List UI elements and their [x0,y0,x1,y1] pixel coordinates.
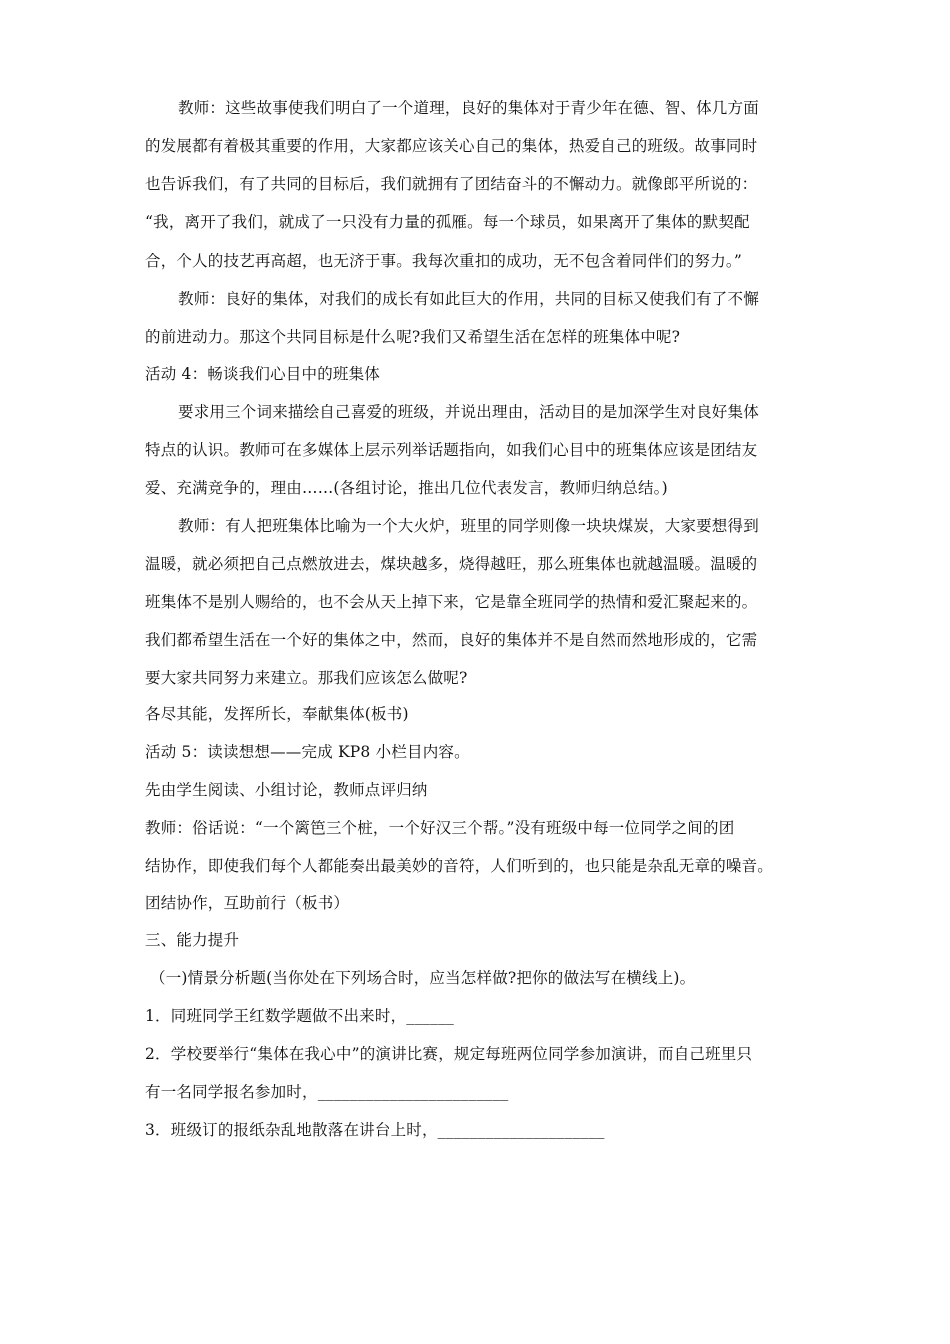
question-item: 有一名同学报名参加时，________________________ [145,1083,509,1101]
paragraph-line: 结协作，即使我们每个人都能奏出最美妙的音符，人们听到的，也只能是杂乱无章的噪音。 [145,857,774,875]
paragraph-line: “我，离开了我们，就成了一只没有力量的孤雁。每一个球员，如果离开了集体的默契配 [145,213,750,231]
question-item: 2．学校要举行“集体在我心中”的演讲比赛，规定每班两位同学参加演讲，而自己班里只 [145,1045,753,1063]
activity-heading: 活动 4：畅谈我们心目中的班集体 [145,365,380,383]
paragraph-line: 教师：这些故事使我们明白了一个道理，良好的集体对于青少年在德、智、体几方面 [178,99,759,117]
paragraph-line: 教师：有人把班集体比喻为一个大火炉，班里的同学则像一块块煤炭，大家要想得到 [178,517,759,535]
question-item: 1．同班同学王红数学题做不出来时，______ [145,1007,454,1025]
activity-heading: 活动 5：读读想想——完成 KP8 小栏目内容。 [145,743,470,761]
board-note: 团结协作，互助前行（板书） [145,894,350,912]
paragraph-line: 的发展都有着极其重要的作用，大家都应该关心自己的集体，热爱自己的班级。故事同时 [145,137,758,155]
section-heading: 三、能力提升 [145,931,240,949]
paragraph-line: 要求用三个词来描绘自己喜爱的班级，并说出理由，活动目的是加深学生对良好集体 [178,403,759,421]
board-note: 各尽其能，发挥所长，奉献集体(板书) [145,705,409,723]
paragraph-line: 先由学生阅读、小组讨论，教师点评归纳 [145,781,428,799]
paragraph-line: 温暖，就必须把自己点燃放进去，煤块越多，烧得越旺，那么班集体也就越温暖。温暖的 [145,555,758,573]
paragraph-line: 要大家共同努力来建立。那我们应该怎么做呢? [145,669,468,687]
paragraph-line: 爱、充满竞争的，理由……(各组讨论，推出几位代表发言，教师归纳总结。) [145,479,668,497]
question-item: 3．班级订的报纸杂乱地散落在讲台上时，_____________________ [145,1121,605,1139]
paragraph-line: 教师：良好的集体，对我们的成长有如此巨大的作用，共同的目标又使我们有了不懈 [178,290,759,308]
paragraph-line: 合，个人的技艺再高超，也无济于事。我每次重扣的成功，无不包含着同伴们的努力。” [145,252,742,270]
paragraph-line: 也告诉我们，有了共同的目标后，我们就拥有了团结奋斗的不懈动力。就像郎平所说的： [145,175,758,193]
paragraph-line: 我们都希望生活在一个好的集体之中，然而，良好的集体并不是自然而然地形成的，它需 [145,631,758,649]
paragraph-line: 的前进动力。那这个共同目标是什么呢?我们又希望生活在怎样的班集体中呢? [145,328,681,346]
question-intro: （一)情景分析题(当你处在下列场合时，应当怎样做?把你的做法写在横线上)。 [150,969,696,987]
paragraph-line: 班集体不是别人赐给的，也不会从天上掉下来，它是靠全班同学的热情和爱汇聚起来的。 [145,593,758,611]
paragraph-line: 教师：俗话说：“一个篱笆三个桩，一个好汉三个帮。”没有班级中每一位同学之间的团 [145,819,735,837]
paragraph-line: 特点的认识。教师可在多媒体上层示列举话题指向，如我们心目中的班集体应该是团结友 [145,441,758,459]
